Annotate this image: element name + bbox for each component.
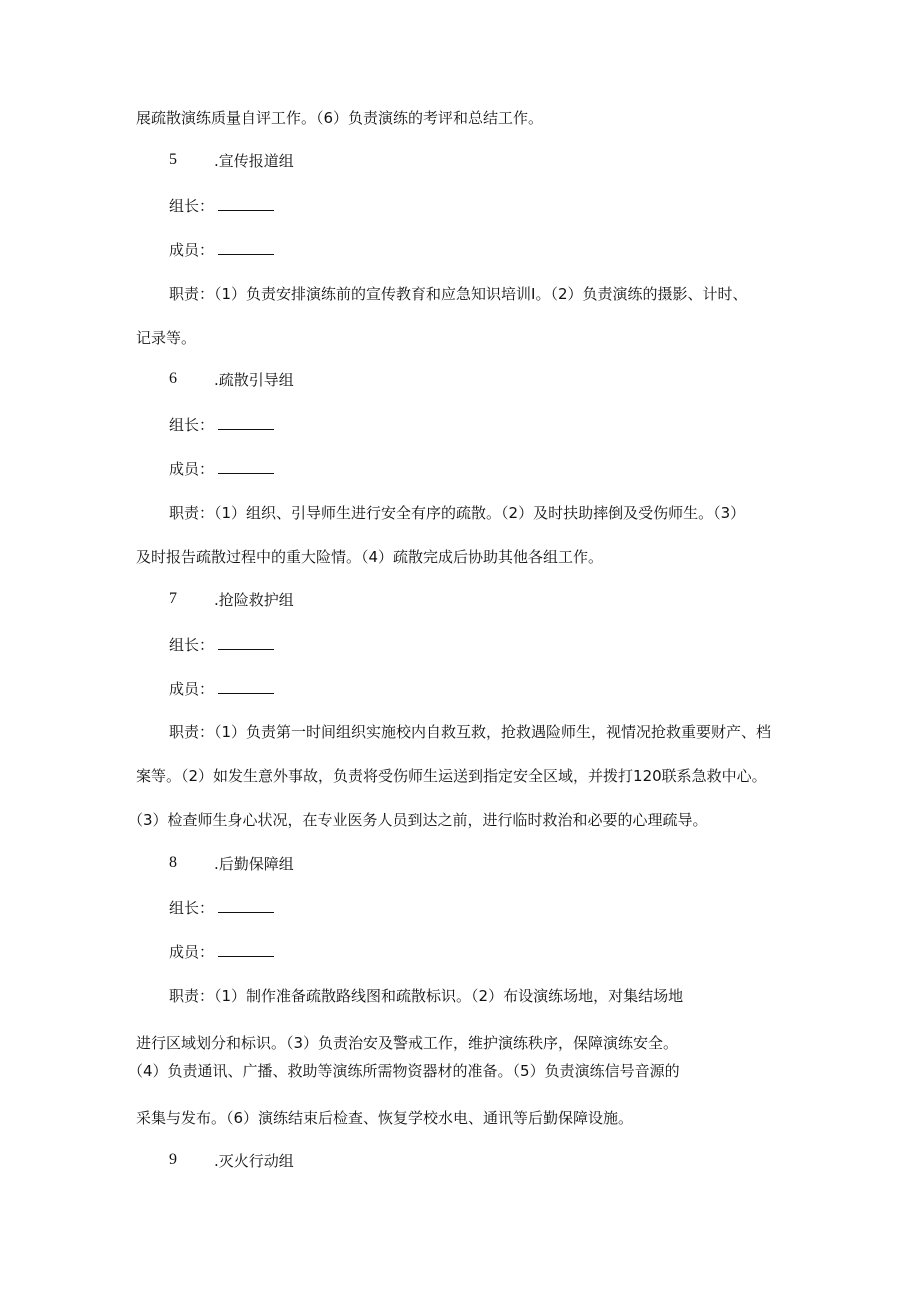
duty-line: （4）负责通讯、广播、救助等演练所需物资器材的准备。（5）负责演练信号音源的: [128, 1062, 680, 1080]
members-field: [169, 459, 274, 479]
duty-line: 采集与发布。（6）演练结束后检查、恢复学校水电、通讯等后勤保障设施。: [136, 1109, 634, 1127]
leader-label: 组长：: [169, 636, 215, 654]
section-title: .宣传报道组: [214, 152, 294, 170]
members-label: 成员：: [169, 680, 215, 698]
section-number: 6: [169, 370, 177, 387]
duty-line: 记录等。: [136, 329, 197, 347]
duty-line: 进行区域划分和标识。（3）负责治安及警戒工作，维护演练秩序，保障演练安全。: [136, 1034, 679, 1052]
blank-line: [218, 898, 274, 913]
duty-line: 职责：（1）负责第一时间组织实施校内自救互救，抢救遇险师生，视情况抢救重要财产、档: [169, 723, 772, 741]
section-number: 7: [169, 590, 177, 607]
blank-line: [218, 942, 274, 957]
leader-field: [169, 196, 274, 216]
section-number: 9: [169, 1151, 177, 1168]
leader-label: 组长：: [169, 899, 215, 917]
leader-field: [169, 898, 274, 918]
blank-line: [218, 459, 274, 474]
members-label: 成员：: [169, 460, 215, 478]
paragraph-line: 展疏散演练质量自评工作。（6）负责演练的考评和总结工作。: [136, 109, 544, 127]
members-field: [169, 942, 274, 962]
section-number: 5: [169, 151, 177, 168]
section-title: .后勤保障组: [214, 855, 294, 873]
section-title: .灭火行动组: [214, 1152, 294, 1170]
members-field: [169, 240, 274, 260]
duty-line: 及时报告疏散过程中的重大险情。（4）疏散完成后协助其他各组工作。: [136, 548, 604, 566]
duty-line: （3）检查师生身心状况，在专业医务人员到达之前，进行临时救治和必要的心理疏导。: [128, 811, 708, 829]
blank-line: [218, 679, 274, 694]
blank-line: [218, 635, 274, 650]
leader-label: 组长：: [169, 197, 215, 215]
members-label: 成员：: [169, 241, 215, 259]
leader-label: 组长：: [169, 416, 215, 434]
duty-line: 职责：（1）制作准备疏散路线图和疏散标识。（2）布设演练场地，对集结场地: [169, 987, 684, 1005]
section-title: .疏散引导组: [214, 371, 294, 389]
leader-field: [169, 415, 274, 435]
duty-line: 职责：（1）负责安排演练前的宣传教育和应急知识培训I。（2）负责演练的摄影、计时、: [169, 285, 748, 303]
section-number: 8: [169, 854, 177, 871]
leader-field: [169, 635, 274, 655]
members-label: 成员：: [169, 943, 215, 961]
blank-line: [218, 240, 274, 255]
duty-line: 案等。（2）如发生意外事故，负责将受伤师生运送到指定安全区域，并拨打120联系急救中心。: [136, 767, 767, 785]
blank-line: [218, 415, 274, 430]
members-field: [169, 679, 274, 699]
section-title: .抢险救护组: [214, 591, 294, 609]
blank-line: [218, 196, 274, 211]
duty-line: 职责：（1）组织、引导师生进行安全有序的疏散。（2）及时扶助摔倒及受伤师生。（3）: [169, 504, 746, 522]
